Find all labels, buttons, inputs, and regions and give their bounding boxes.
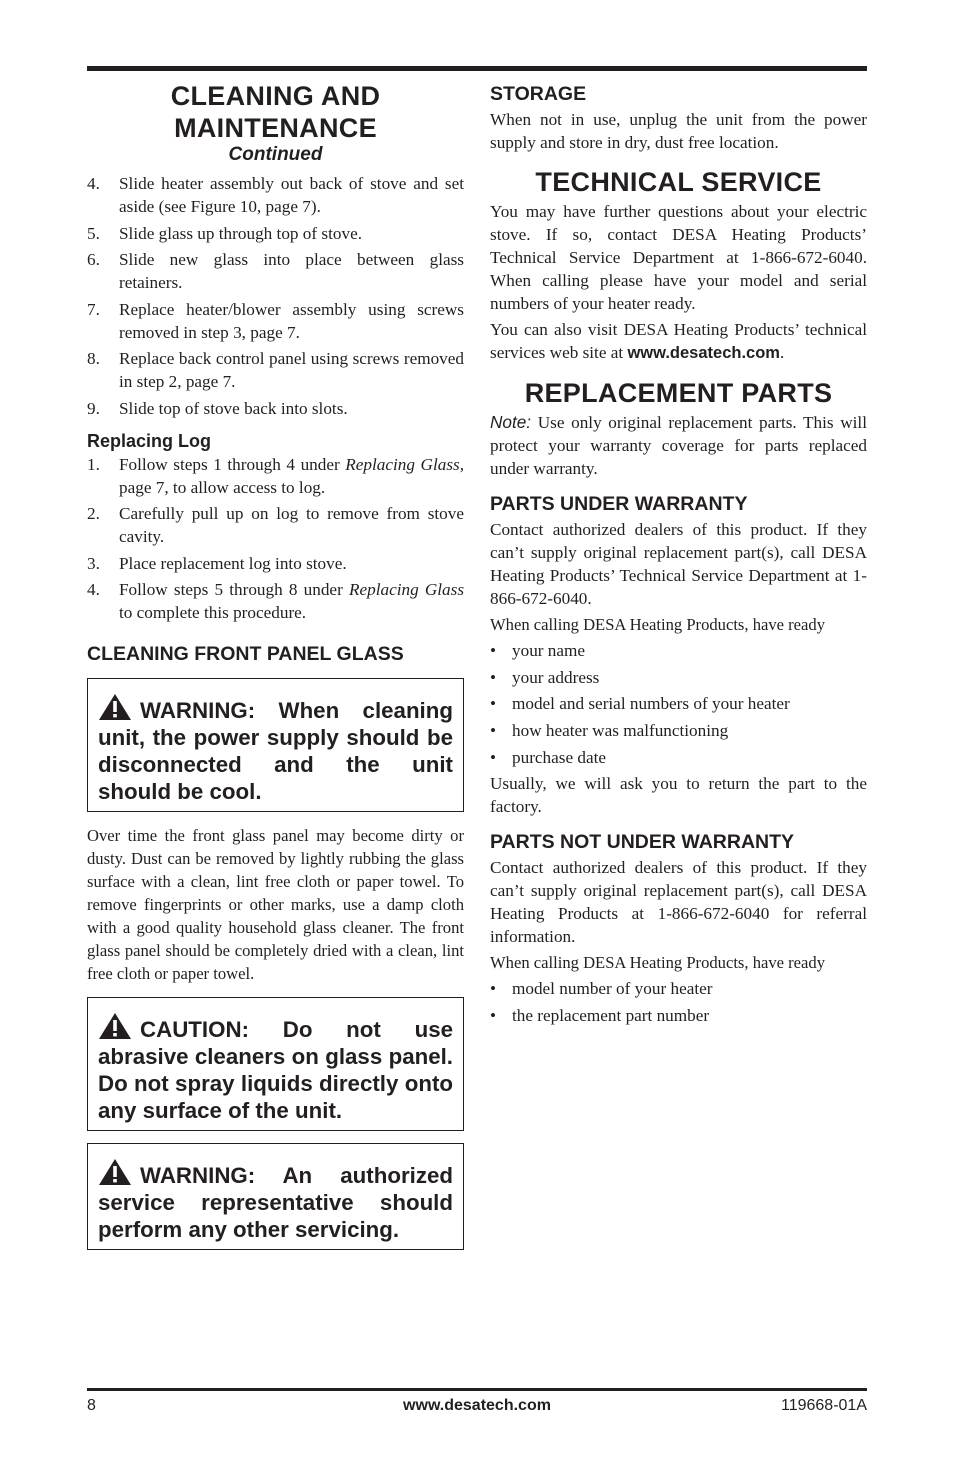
page-title: CLEANING AND MAINTENANCE xyxy=(170,81,381,143)
warning-box-cleaning xyxy=(87,678,464,812)
list-item: 5. Slide glass up through top of stove. xyxy=(87,223,363,243)
list-item: • your name xyxy=(490,641,586,660)
have-ready-list xyxy=(490,977,867,1027)
list-item: • model and serial numbers of your heater xyxy=(490,694,790,714)
under-warranty-paragraph: Contact authorized dealers of this product. If they can’t supply original replacement part(s), call DESA Heating Products’ Technical Service Department at 1-866-672-6040. xyxy=(490,520,867,608)
website-link[interactable]: www.desatech.com xyxy=(627,344,780,362)
list-item: • your address xyxy=(490,667,600,687)
top-rule xyxy=(87,66,867,71)
have-ready-text: When calling DESA Heating Products, have ready xyxy=(490,615,826,634)
storage-text: When not in use, unplug the unit from the power supply and store in dry, dust free location. xyxy=(490,110,867,152)
document-number: 119668-01A xyxy=(781,1397,867,1414)
parts-under-warranty-heading: PARTS UNDER WARRANTY xyxy=(490,493,748,515)
left-column xyxy=(87,80,464,1262)
list-item: • purchase date xyxy=(490,747,607,767)
caution-text: CAUTION: Do not use abrasive cleaners on glass panel. Do not spray liquids directly onto any surface of the unit. xyxy=(98,1017,453,1123)
list-item: • how heater was malfunctioning xyxy=(490,721,729,741)
cleaning-paragraph: Over time the front glass panel may become dirty or dusty. Dust can be removed by lightly rubbing the glass surface with a clean, lint free cloth or paper towel. To remove fingerprints or other marks, use a damp cloth with a good quality household glass cleaner. The front glass panel should be completely dried with a clean, lint free cloth or paper towel. xyxy=(87,826,464,983)
page-number: 8 xyxy=(87,1397,96,1414)
cleaning-glass-heading: CLEANING FRONT PANEL GLASS xyxy=(87,643,404,665)
list-item: 9. Slide top of stove back into slots. xyxy=(87,398,348,418)
log-steps-list xyxy=(87,453,464,625)
warning-triangle-icon xyxy=(98,693,132,721)
not-under-warranty-paragraph: Contact authorized dealers of this product. If they can’t supply original replacement part(s), call DESA Heating Products at 1-866-672-6040 for referral information. xyxy=(490,858,867,947)
tech-service-paragraph: You may have further questions about your electric stove. If so, contact DESA Heating Products’ Technical Service Department at 1-866-672-6040. When calling please have your model and serial numbers of your heater ready. xyxy=(490,202,867,313)
warning-triangle-icon xyxy=(98,1012,132,1040)
continued-label: Continued xyxy=(228,144,323,165)
list-item: 3. Place replacement log into stove. xyxy=(87,553,347,573)
note-paragraph: Note: Use only original replacement parts. This will protect your warranty coverage for parts replaced under warranty. xyxy=(490,412,867,478)
bottom-rule xyxy=(87,1388,867,1391)
replacement-parts-heading: REPLACEMENT PARTS xyxy=(524,378,833,408)
caution-box xyxy=(87,997,464,1131)
list-item: 4. Follow steps 5 through 8 under Replacing Glass to complete this procedure. xyxy=(87,580,465,622)
have-ready-list xyxy=(490,639,867,769)
list-item: 6. Slide new glass into place between glass retainers. xyxy=(87,250,464,292)
replacing-log-heading: Replacing Log xyxy=(87,430,212,451)
storage-heading: STORAGE xyxy=(490,83,587,105)
warning-text: WARNING: When cleaning unit, the power supply should be disconnected and the unit should be cool. xyxy=(98,698,453,804)
have-ready-text: When calling DESA Heating Products, have ready xyxy=(490,953,826,973)
return-part-text: Usually, we will ask you to return the part to the factory. xyxy=(490,774,867,817)
list-item: • model number of your heater xyxy=(490,979,713,999)
parts-not-under-warranty-heading: PARTS NOT UNDER WARRANTY xyxy=(490,831,795,854)
list-item: 1. Follow steps 1 through 4 under Replacing Glass, page 7, to allow access to log. xyxy=(87,454,465,497)
note-label: Note: xyxy=(490,412,532,432)
right-column xyxy=(490,80,867,1031)
warning-triangle-icon xyxy=(98,1158,132,1186)
warning-box-service xyxy=(87,1143,464,1250)
list-item: 7. Replace heater/blower assembly using screws removed in step 3, page 7. xyxy=(87,299,464,342)
list-item: 2. Carefully pull up on log to remove from stove cavity. xyxy=(87,504,464,546)
list-item: • the replacement part number xyxy=(490,1006,710,1026)
glass-steps-list xyxy=(87,172,464,420)
list-item: 4. Slide heater assembly out back of stove and set aside (see Figure 10, page 7). xyxy=(87,174,464,216)
tech-service-website-paragraph: You can also visit DESA Heating Products’ technical services web site at www.desatech.com. xyxy=(490,320,867,362)
list-item: 8. Replace back control panel using screws removed in step 2, page 7. xyxy=(87,349,464,391)
technical-service-heading: TECHNICAL SERVICE xyxy=(535,167,822,197)
warning-text: WARNING: An authorized service representative should perform any other servicing. xyxy=(98,1163,453,1242)
footer-website: www.desatech.com xyxy=(403,1397,551,1414)
